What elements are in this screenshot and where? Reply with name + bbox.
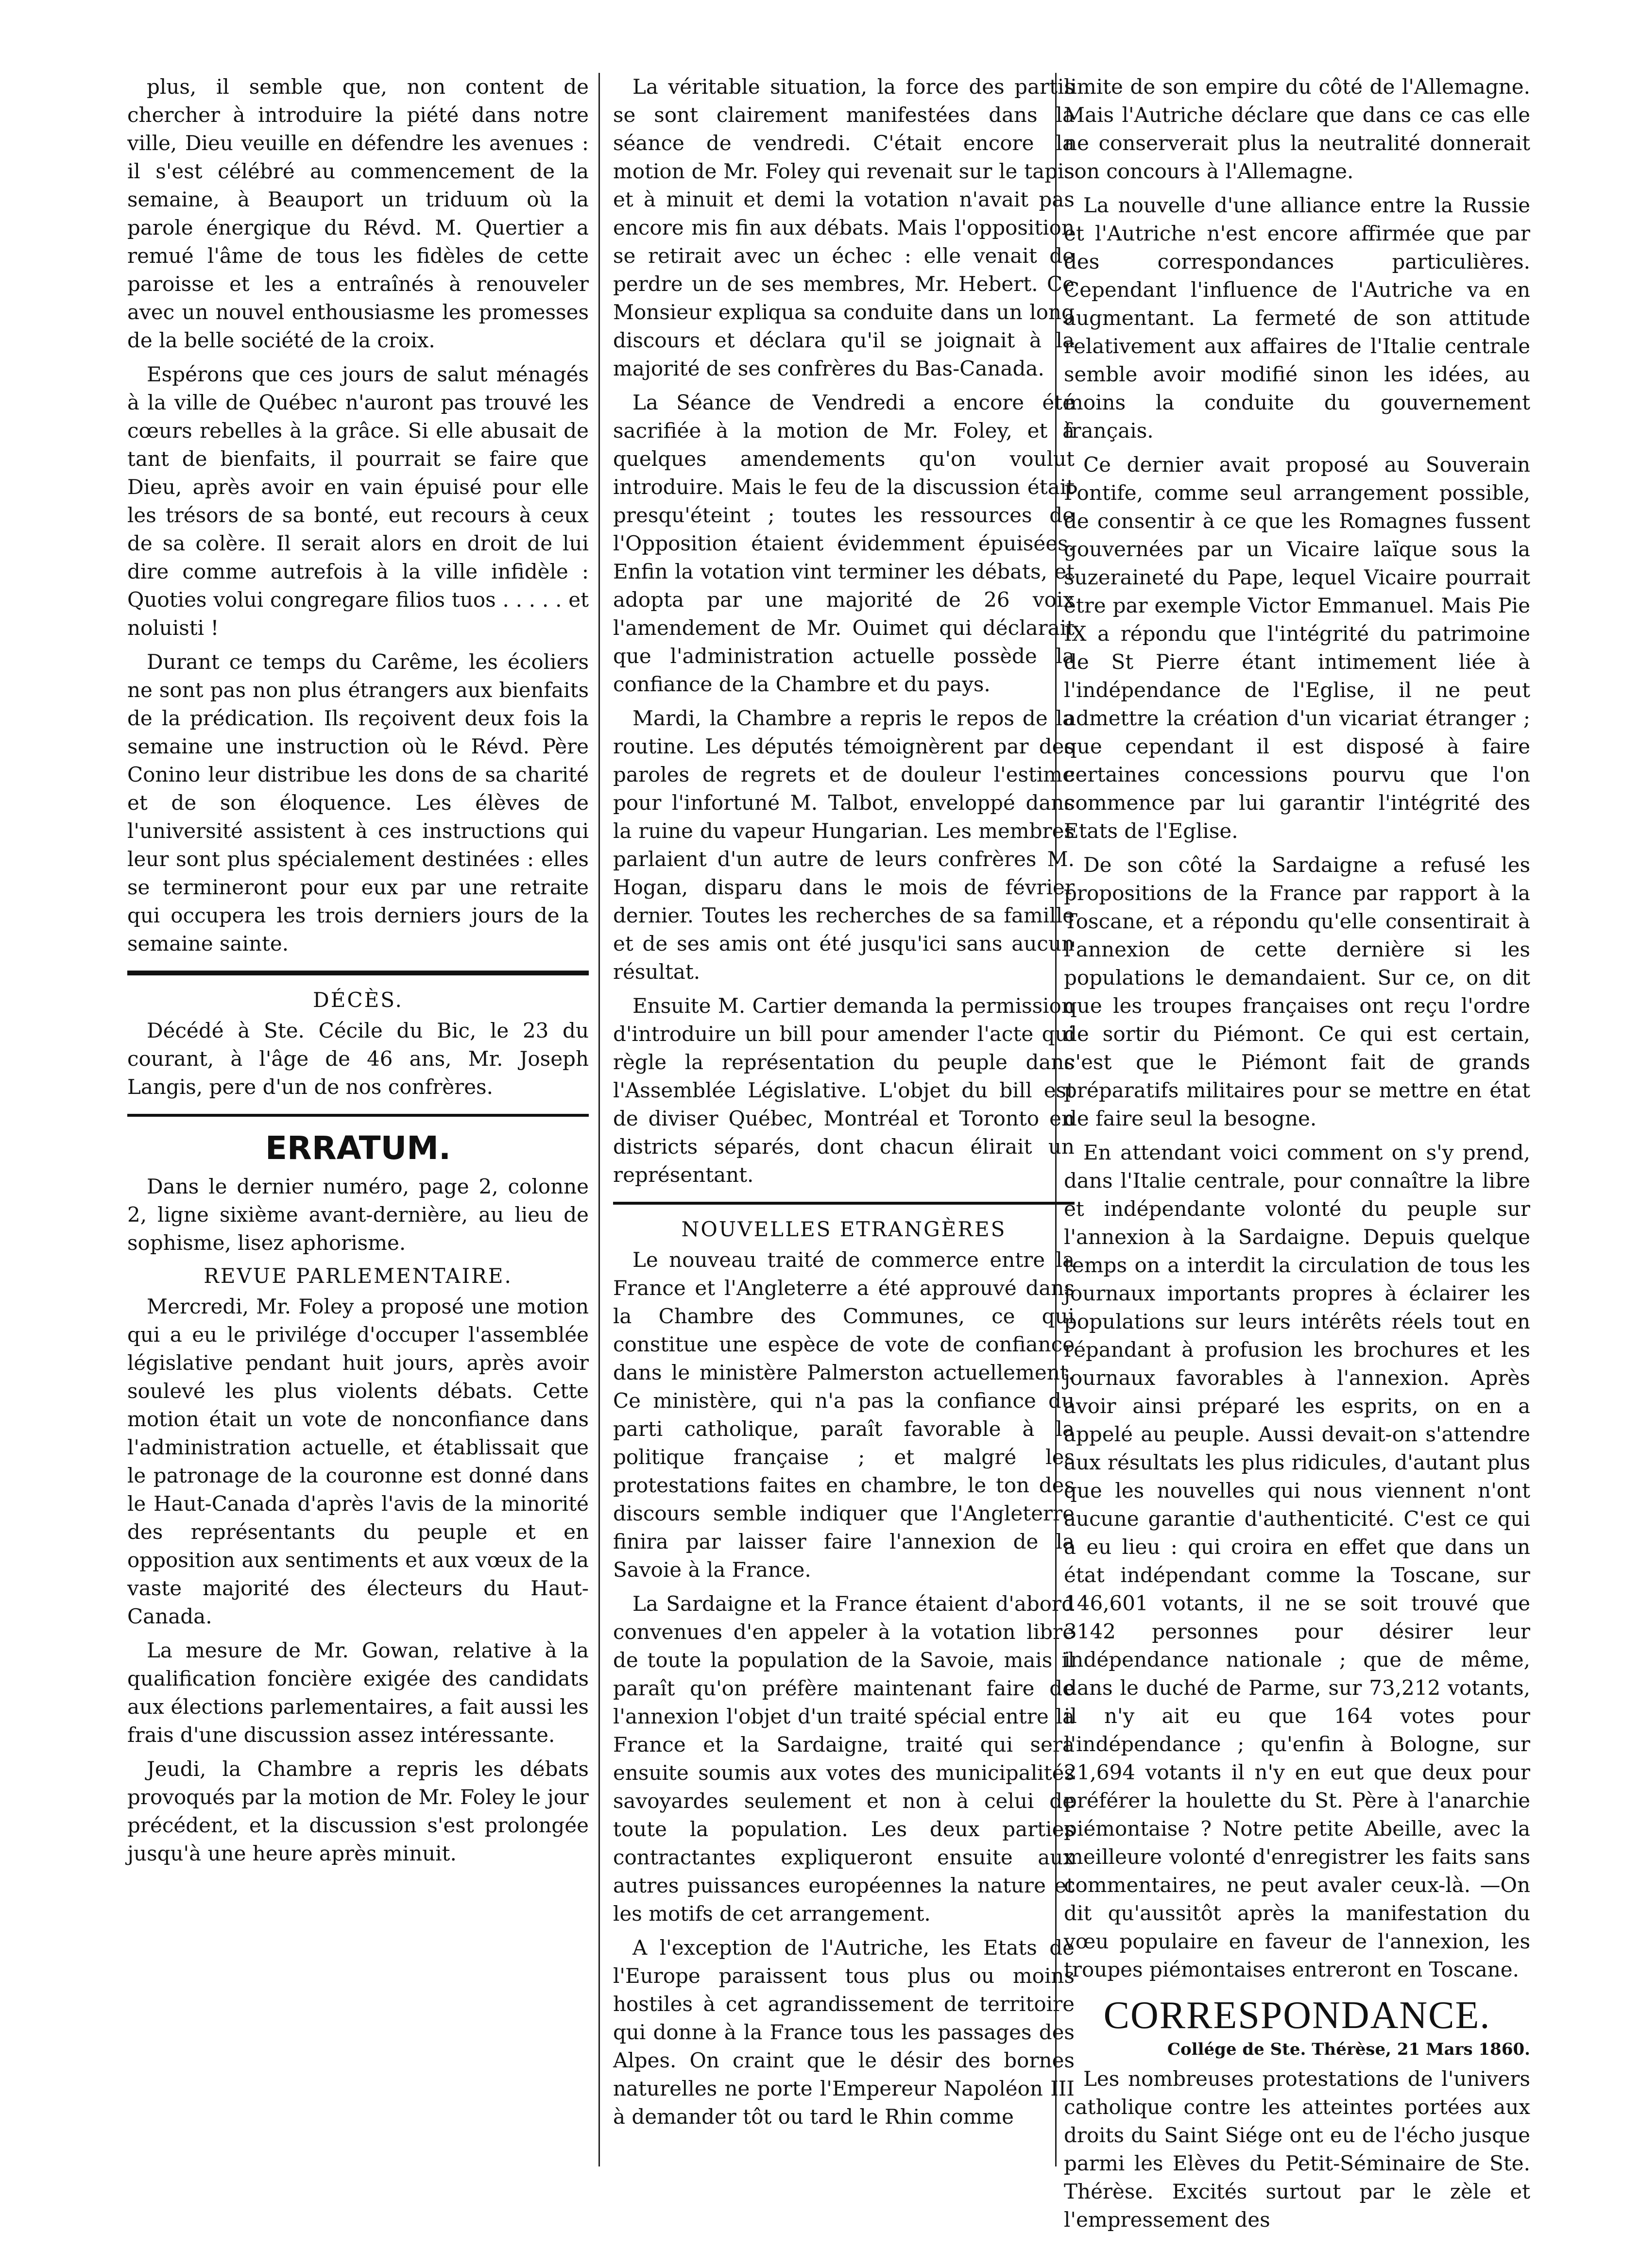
paragraph: Mardi, la Chambre a repris le repos de la routine. Les députés témoignèrent par des paroles de regrets et de douleur l'estime pour l'infortuné M. Talbot, enveloppé dans la ruine du vapeur Hungarian. Les membres parlaient d'un autre de leurs confrères M. Hogan, disparu dans le mois de février dernier. Toutes les recherches de sa famille et de ses amis ont été jusqu'ici sans aucun résultat.: [613, 706, 1075, 984]
column-2: [613, 73, 1075, 2137]
deces-notice: Décédé à Ste. Cécile du Bic, le 23 du courant, à l'âge de 46 ans, Mr. Joseph Langis, pere d'un de nos confrères.: [127, 1019, 589, 1099]
column-1: [127, 73, 589, 1874]
paragraph: Jeudi, la Chambre a repris les débats provoqués par la motion de Mr. Foley le jour précédent, et la discussion s'est prolongée jusqu'à une heure après minuit.: [127, 1757, 589, 1865]
paragraph: Les nombreuses protestations de l'univers catholique contre les atteintes portées aux droits du Saint Siége ont eu de l'écho jusque parmi les Elèves du Petit-Séminaire de Ste. Thérèse. Excités surtout par le zèle et l'empressement des: [1064, 2067, 1530, 2232]
paragraph: Espérons que ces jours de salut ménagés à la ville de Québec n'auront pas trouvé les cœurs rebelles à la grâce. Si elle abusait de tant de bienfaits, il pourrait se faire que Dieu, après avoir en vain épuisé pour elle les trésors de sa bonté, eut recours à ceux de sa colère. Il serait alors en droit de lui dire comme autrefois à la ville infidèle : Quoties volui congregare filios tuos . . . . . et noluisti !: [127, 362, 589, 640]
paragraph: A l'exception de l'Autriche, les Etats de l'Europe paraissent tous plus ou moins hostiles à cet agrandissement de territoire qui donne à la France tous les passages des Alpes. On craint que le désir des bornes naturelles ne porte l'Empereur Napoléon III à demander tôt ou tard le Rhin comme: [613, 1936, 1075, 2129]
section-divider: [127, 971, 589, 975]
revue-heading: REVUE PARLEMENTAIRE.: [204, 1264, 512, 1288]
paragraph: plus, il semble que, non content de chercher à introduire la piété dans notre ville, Dieu veuille en défendre les avenues : il s'est célébré au commencement de la semaine, à Beauport un triduum où la parole énergique du Révd. M. Quertier a remué l'âme de tous les fidèles de cette paroisse et les a entraînés à renouveler avec un nouvel enthousiasme les promesses de la belle société de la croix.: [127, 75, 589, 352]
paragraph: La mesure de Mr. Gowan, relative à la qualification foncière exigée des candidats aux élections parlementaires, a fait aussi les frais d'une discussion assez intéressante.: [127, 1638, 589, 1747]
paragraph: Le nouveau traité de commerce entre la France et l'Angleterre a été approuvé dans la Chambre des Communes, ce qui constitue une espèce de vote de confiance dans le ministère Palmerston actuellement. Ce ministère, qui n'a pas la confiance du parti catholique, paraît favorable à la politique française ; et malgré les protestations faites en chambre, le ton des discours semble indiquer que l'Angleterre finira par laisser faire l'annexion de la Savoie à la France.: [613, 1248, 1075, 1582]
correspondance-dateline: Collége de Ste. Thérèse, 21 Mars 1860.: [1167, 2040, 1530, 2059]
paragraph: La nouvelle d'une alliance entre la Russie et l'Autriche n'est encore affirmée que par des correspondances particulières. Cependant l'influence de l'Autriche va en augmentant. La fermeté de son attitude relativement aux affaires de l'Italie centrale semble avoir modifié sinon les idées, au moins la conduite du gouvernement français.: [1064, 193, 1530, 443]
erratum-text: Dans le dernier numéro, page 2, colonne 2, ligne sixième avant-dernière, au lieu de sophisme, lisez aphorisme.: [127, 1175, 589, 1255]
paragraph: Durant ce temps du Carême, les écoliers ne sont pas non plus étrangers aux bienfaits de la prédication. Ils reçoivent deux fois la semaine une instruction où le Révd. Père Conino leur distribue les dons de sa charité et de son éloquence. Les élèves de l'université assistent à ces instructions qui leur sont plus spécialement destinées : elles se termineront pour eux par une retraite qui occupera les trois derniers jours de la semaine sainte.: [127, 650, 589, 955]
erratum-heading: ERRATUM.: [265, 1129, 451, 1167]
paragraph: Mercredi, Mr. Foley a proposé une motion qui a eu le privilége d'occuper l'assemblée législative pendant huit jours, après avoir soulevé les plus violents débats. Cette motion était un vote de nonconfiance dans l'administration actuelle, et établissait que le patronage de la couronne est donné dans le Haut-Canada d'après l'avis de la minorité des représentants du peuple et en opposition aux sentiments et aux vœux de la vaste majorité des électeurs du Haut-Canada.: [127, 1295, 589, 1628]
paragraph: En attendant voici comment on s'y prend, dans l'Italie centrale, pour connaître la libre et indépendante volonté du peuple sur l'annexion à la Sardaigne. Depuis quelque temps on a interdit la circulation de tous les journaux importants propres à éclairer les populations sur leurs intérêts réels tout en répandant à profusion les brochures et les journaux favorables à l'annexion. Après avoir ainsi préparé les esprits, on en a appelé au peuple. Aussi devait-on s'attendre aux résultats les plus ridicules, d'autant plus que les nouvelles qui nous viennent n'ont aucune garantie d'authenticité. C'est ce qui a eu lieu : qui croira en effet que dans un état indépendant comme la Toscane, sur 146,601 votants, il ne se soit trouvé que 3142 personnes pour désirer leur indépendance nationale ; que de même, dans le duché de Parme, sur 73,212 votants, il n'y ait eu que 164 votes pour l'indépendance ; qu'enfin à Bologne, sur 21,694 votants il n'y en eut que deux pour préférer la houlette du St. Père à l'anarchie piémontaise ? Notre petite Abeille, avec la meilleure volonté d'enregistrer les faits sans commentaires, ne peut avaler ceux-là. —On dit qu'aussitôt après la manifestation du vœu populaire en faveur de l'annexion, les troupes piémontaises entreront en Toscane.: [1064, 1141, 1530, 1981]
deces-heading: DÉCÈS.: [313, 988, 403, 1012]
column-3: [1064, 73, 1530, 2240]
column-rule-left: [598, 73, 600, 2166]
paragraph: De son côté la Sardaigne a refusé les propositions de la France par rapport à la Toscane, et a répondu qu'elle consentirait à l'annexion de cette dernière si les populations le demandaient. Sur ce, on dit que les troupes françaises ont reçu l'ordre de sortir du Piémont. Ce qui est certain, c'est que le Piémont fait de grands préparatifs militaires pour se mettre en état de faire seul la besogne.: [1064, 853, 1530, 1130]
paragraph: Ce dernier avait proposé au Souverain Pontife, comme seul arrangement possible, de consentir à ce que les Romagnes fussent gouvernées par un Vicaire laïque sous la suzeraineté du Pape, lequel Vicaire pourrait être par exemple Victor Emmanuel. Mais Pie IX a répondu que l'intégrité du patrimoine de St Pierre étant intimement liée à l'indépendance de l'Eglise, il ne peut admettre la création d'un vicariat étranger ; que cependant il est disposé à faire certaines concessions pourvu que l'on commence par lui garantir l'intégrité des Etats de l'Eglise.: [1064, 453, 1530, 843]
correspondance-heading: CORRESPONDANCE.: [1103, 1994, 1491, 2037]
paragraph: La Séance de Vendredi a encore été sacrifiée à la motion de Mr. Foley, et à quelques amendements qu'on voulut introduire. Mais le feu de la discussion était presqu'éteint ; toutes les ressources de l'Opposition étaient évidemment épuisées. Enfin la votation vint terminer les débats, et adopta par une majorité de 26 voix l'amendement de Mr. Ouimet qui déclarait que l'administration actuelle possède la confiance de la Chambre et du pays.: [613, 391, 1075, 696]
section-divider: [127, 1114, 589, 1117]
paragraph: Ensuite M. Cartier demanda la permission d'introduire un bill pour amender l'acte qui règle la représentation du peuple dans l'Assemblée Législative. L'objet du bill est de diviser Québec, Montréal et Toronto en districts séparés, dont chacun élirait un représentant.: [613, 994, 1075, 1187]
section-divider: [613, 1202, 1075, 1205]
nouvelles-heading: NOUVELLES ETRANGÈRES: [681, 1217, 1007, 1241]
paragraph: La Sardaigne et la France étaient d'abord convenues d'en appeler à la votation libre de toute la population de la Savoie, mais il paraît qu'on préfère maintenant faire de l'annexion l'objet d'un traité spécial entre la France et la Sardaigne, traité qui sera ensuite soumis aux votes des municipalités savoyardes seulement et non à celui de toute la population. Les deux parties contractantes expliqueront ensuite aux autres puissances européennes la nature et les motifs de cet arrangement.: [613, 1592, 1075, 1926]
paragraph: limite de son empire du côté de l'Allemagne. Mais l'Autriche déclare que dans ce cas elle ne conserverait plus la neutralité donnerait son concours à l'Allemagne.: [1064, 75, 1530, 183]
paragraph: La véritable situation, la force des partis se sont clairement manifestées dans la séance de vendredi. C'était encore la motion de Mr. Foley qui revenait sur le tapis et à minuit et demi la votation n'avait pas encore mis fin aux débats. Mais l'opposition se retirait avec un échec : elle venait de perdre un de ses membres, Mr. Hebert. Ce Monsieur expliqua sa conduite dans un long discours et déclara qu'il se joignait à la majorité de ses confrères du Bas-Canada.: [613, 75, 1075, 380]
